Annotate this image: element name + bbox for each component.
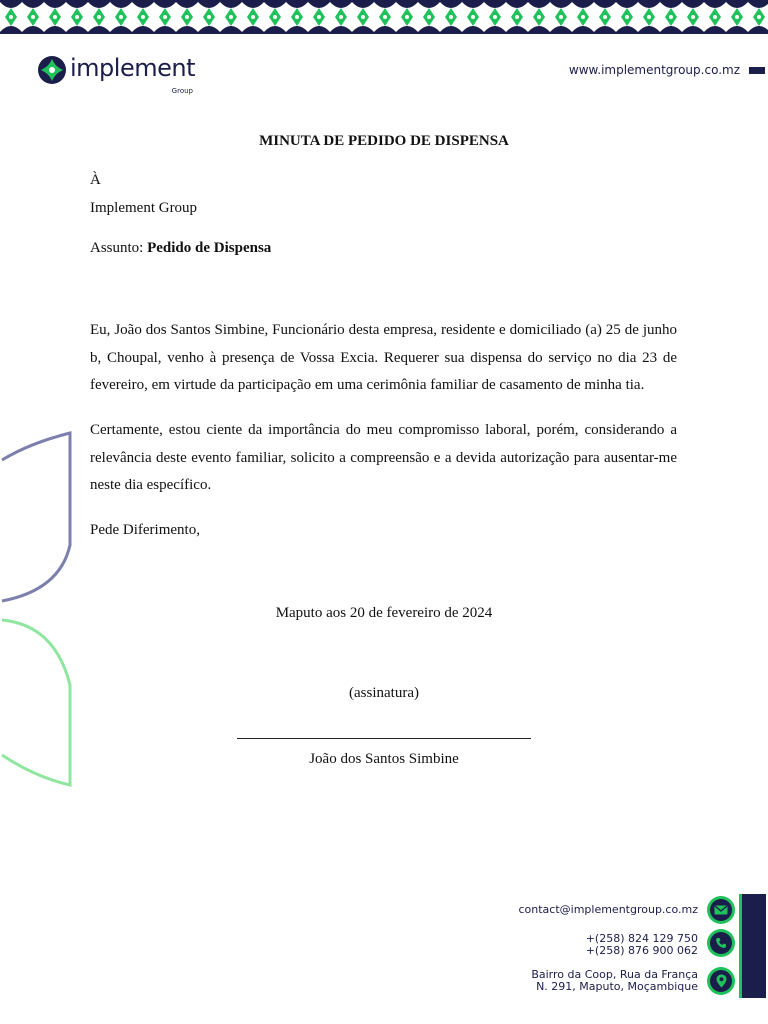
logo-wordmark — [70, 54, 195, 95]
subject-value: Pedido de Dispensa — [147, 240, 272, 256]
contact-address-1: Bairro da Coop, Rua da França — [531, 968, 698, 981]
company-logo — [37, 54, 195, 95]
website-accent-bar — [749, 67, 765, 74]
brand-sub: Group — [171, 87, 193, 95]
header-pattern — [0, 0, 768, 34]
contact-phones — [586, 933, 698, 957]
footer-accent-navy — [742, 894, 766, 998]
contact-address — [531, 969, 698, 993]
contact-phone-1[interactable]: +(258) 824 129 750 — [585, 932, 698, 945]
location-pin-icon — [707, 967, 735, 995]
signature-placeholder: (assinatura) — [349, 685, 419, 701]
contact-address-2: N. 291, Maputo, Moçambique — [536, 980, 698, 993]
recipient: Implement Group — [90, 200, 198, 216]
contact-email[interactable]: contact@implementgroup.co.mz — [518, 903, 698, 916]
signature-line — [237, 738, 531, 739]
place-date: Maputo aos 20 de fevereiro de 2024 — [275, 605, 493, 621]
website-link[interactable]: www.implementgroup.co.mz — [568, 63, 740, 77]
signer-name: João dos Santos Simbine — [309, 751, 459, 767]
decorative-curves — [0, 425, 80, 795]
body-paragraph-2: Certamente, estou ciente da importância do meu compromisso laboral, porém, considerando a relevância deste evento familiar, solicito a compreensão e a devida autorização para ausentar-me neste dia específico. — [90, 422, 677, 493]
to-prefix: À — [90, 172, 101, 188]
brand-name: implement — [70, 54, 195, 82]
contact-phone-2[interactable]: +(258) 876 900 062 — [585, 944, 698, 957]
mail-icon — [707, 896, 735, 924]
closing: Pede Diferimento, — [90, 522, 200, 538]
subject-label: Assunto: — [90, 240, 144, 256]
subject-line — [90, 240, 271, 257]
body-paragraph-1: Eu, João dos Santos Simbine, Funcionário desta empresa, residente e domiciliado (a) 25 de junho b, Choupal, venho à presença de Vossa Excia. Requerer sua dispensa do serviço no dia 23 de fevereiro, em virtude da participação em uma cerimônia familiar de casamento de minha tia. — [90, 322, 677, 393]
logo-mark-icon — [37, 55, 67, 85]
phone-icon — [707, 929, 735, 957]
document-title: MINUTA DE PEDIDO DE DISPENSA — [259, 133, 509, 149]
